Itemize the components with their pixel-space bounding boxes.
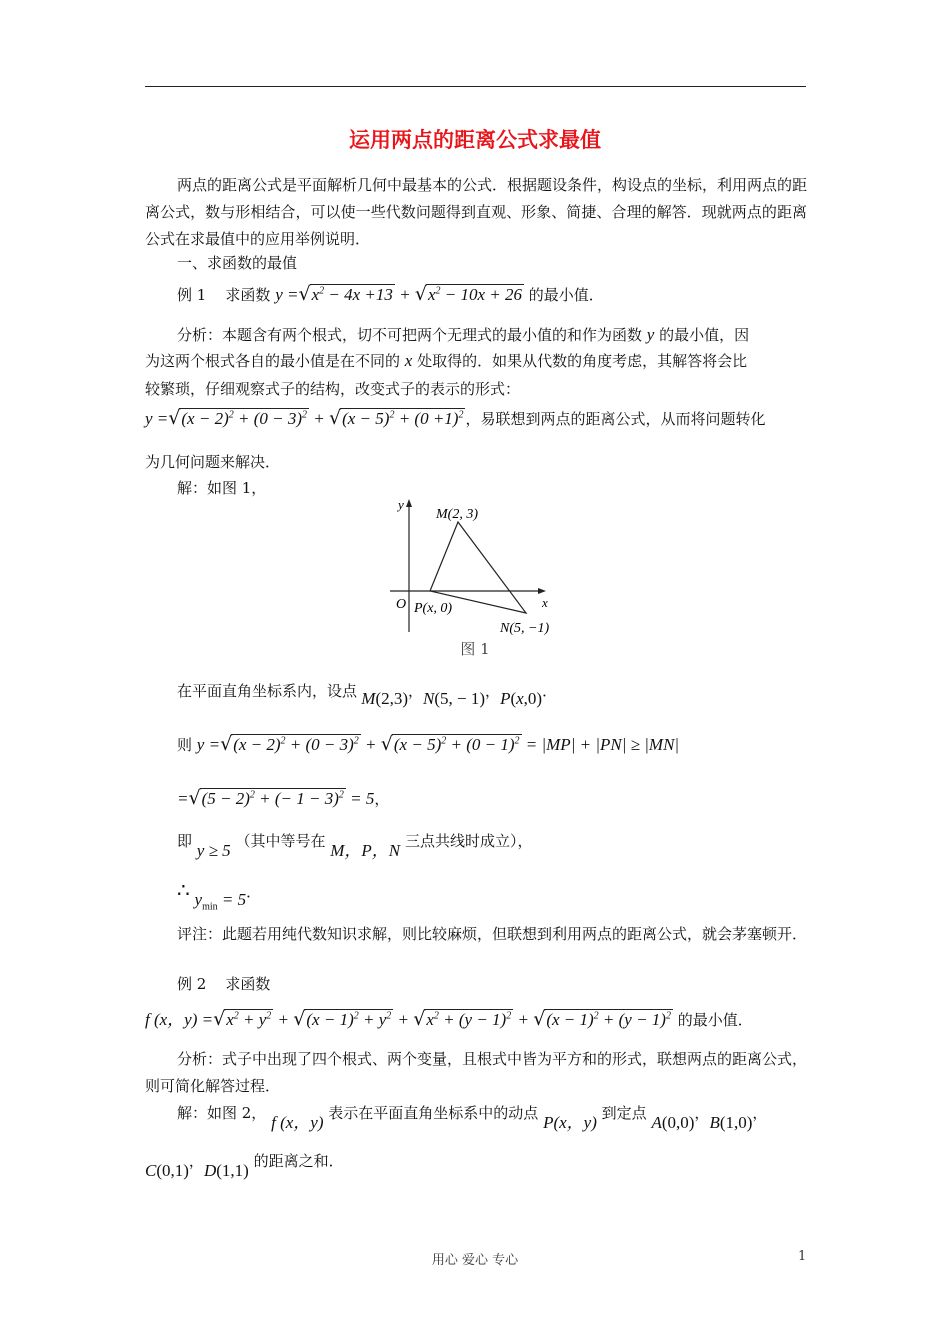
example2-solution-line: 解：如图 2， f (x，y) 表示在平面直角坐标系中的动点 P(x，y) 到定点 A(0,0)，B(1,0)， <box>177 1104 768 1132</box>
page-title: 运用两点的距离公式求最值 <box>349 128 601 152</box>
minimum-result: ∴ $y_{min} = 5$． <box>177 878 262 913</box>
distance-inequality: 则 $y =√(x - 2)^2 + (0 - 3)^2 + √(x - 5)^2 + (0 - 1)^2 = |MP| + |PN| \ge |MN|$ <box>177 733 680 755</box>
example2-statement <box>177 973 270 994</box>
analysis-line-1: 分析：本题含有两个根式，切不可把两个无理式的最小值的和作为函数 y 的最小值，因 <box>177 325 750 344</box>
example2-prefix: 求函数 <box>225 975 271 993</box>
analysis-line-3: 较繁琐，仔细观察式子的结构，改变式子的表示的形式： <box>145 380 521 398</box>
rewritten-formula: $y =√(x - 2)^2 + (0 - 3)^2 + √(x - 5)^2 + (0 +1)^2$ ，易联想到两点的距离公式，从而将问题转化 <box>145 407 766 429</box>
page-footer: 用心 爱心 专心 <box>431 1253 519 1268</box>
example2-function: f (x，$y) =√x^2 + y^2 + √(x - 1)^2 + y^2 + √x^2 + (y - 1)^2 + √(x - 1)^2 + (y - 1)^2$ 的最小值． <box>145 1008 753 1030</box>
figure-1 <box>380 495 570 637</box>
figure-1-caption: 图 1 <box>460 640 490 658</box>
example1-label: 例 1 <box>177 286 207 304</box>
y-axis-arrow <box>406 499 412 507</box>
intro-paragraph: 两点的距离公式是平面解析几何中最基本的公式．根据题设条件，构设点的坐标，利用两点的距离公式，数与形相结合，可以使一些代数问题得到直观、形象、简捷、合理的解答．现就两点的距离公式在求最值中的应用举例说明． <box>145 176 808 248</box>
example1-statement <box>177 283 604 305</box>
y-axis-label: y <box>398 497 404 512</box>
solution-label: 解：如图 1， <box>177 479 267 497</box>
point-M-label: M(2, 3) <box>436 507 478 522</box>
example1-function: $y =√x^2 - 4x +13 + √x^2 - 10x + 26$ <box>275 283 523 305</box>
analysis-line-2: 为这两个根式各自的最小值是在不同的 x 处取得的．如果从代数的角度考虑，其解答将会比 <box>145 351 748 370</box>
to-geometry-line: 为几何问题来解决． <box>145 453 281 471</box>
x-axis-arrow <box>538 588 546 594</box>
example2-points-line: C(0,1)，D(1,1) 的距离之和． <box>145 1152 344 1180</box>
x-axis-label: x <box>542 595 548 610</box>
example1-suffix: 的最小值． <box>528 286 604 304</box>
example1-prefix: 求函数 <box>225 286 271 304</box>
inequality-result: 即 y ≥ 5 （其中等号在 M，P，N 三点共线时成立）， <box>177 832 533 860</box>
page-number: 1 <box>798 1249 807 1264</box>
point-P-label: P(x, 0) <box>414 601 453 616</box>
distance-value: $=√(5 - 2)^2$ + (− 1 − 3)$^2$ = 5， <box>177 787 390 809</box>
header-rule <box>145 86 806 87</box>
example2-analysis: 分析：式子中出现了四个根式、两个变量，且根式中皆为平方和的形式，联想两点的距离公式，则可简化解答过程． <box>145 1050 808 1095</box>
origin-label: O <box>396 597 407 612</box>
example2-label: 例 2 <box>177 975 207 993</box>
point-N-label: N(5, −1) <box>500 621 550 636</box>
comment-paragraph: 评注：此题若用纯代数知识求解，则比较麻烦，但联想到利用两点的距离公式，就会茅塞顿开． <box>177 925 808 943</box>
triangle-MPN <box>430 522 526 613</box>
section-heading: 一、求函数的最值 <box>177 254 298 272</box>
setup-line: 在平面直角坐标系内，设点 M(2,3)，N(5, − 1)，P(x,0)． <box>177 682 558 708</box>
